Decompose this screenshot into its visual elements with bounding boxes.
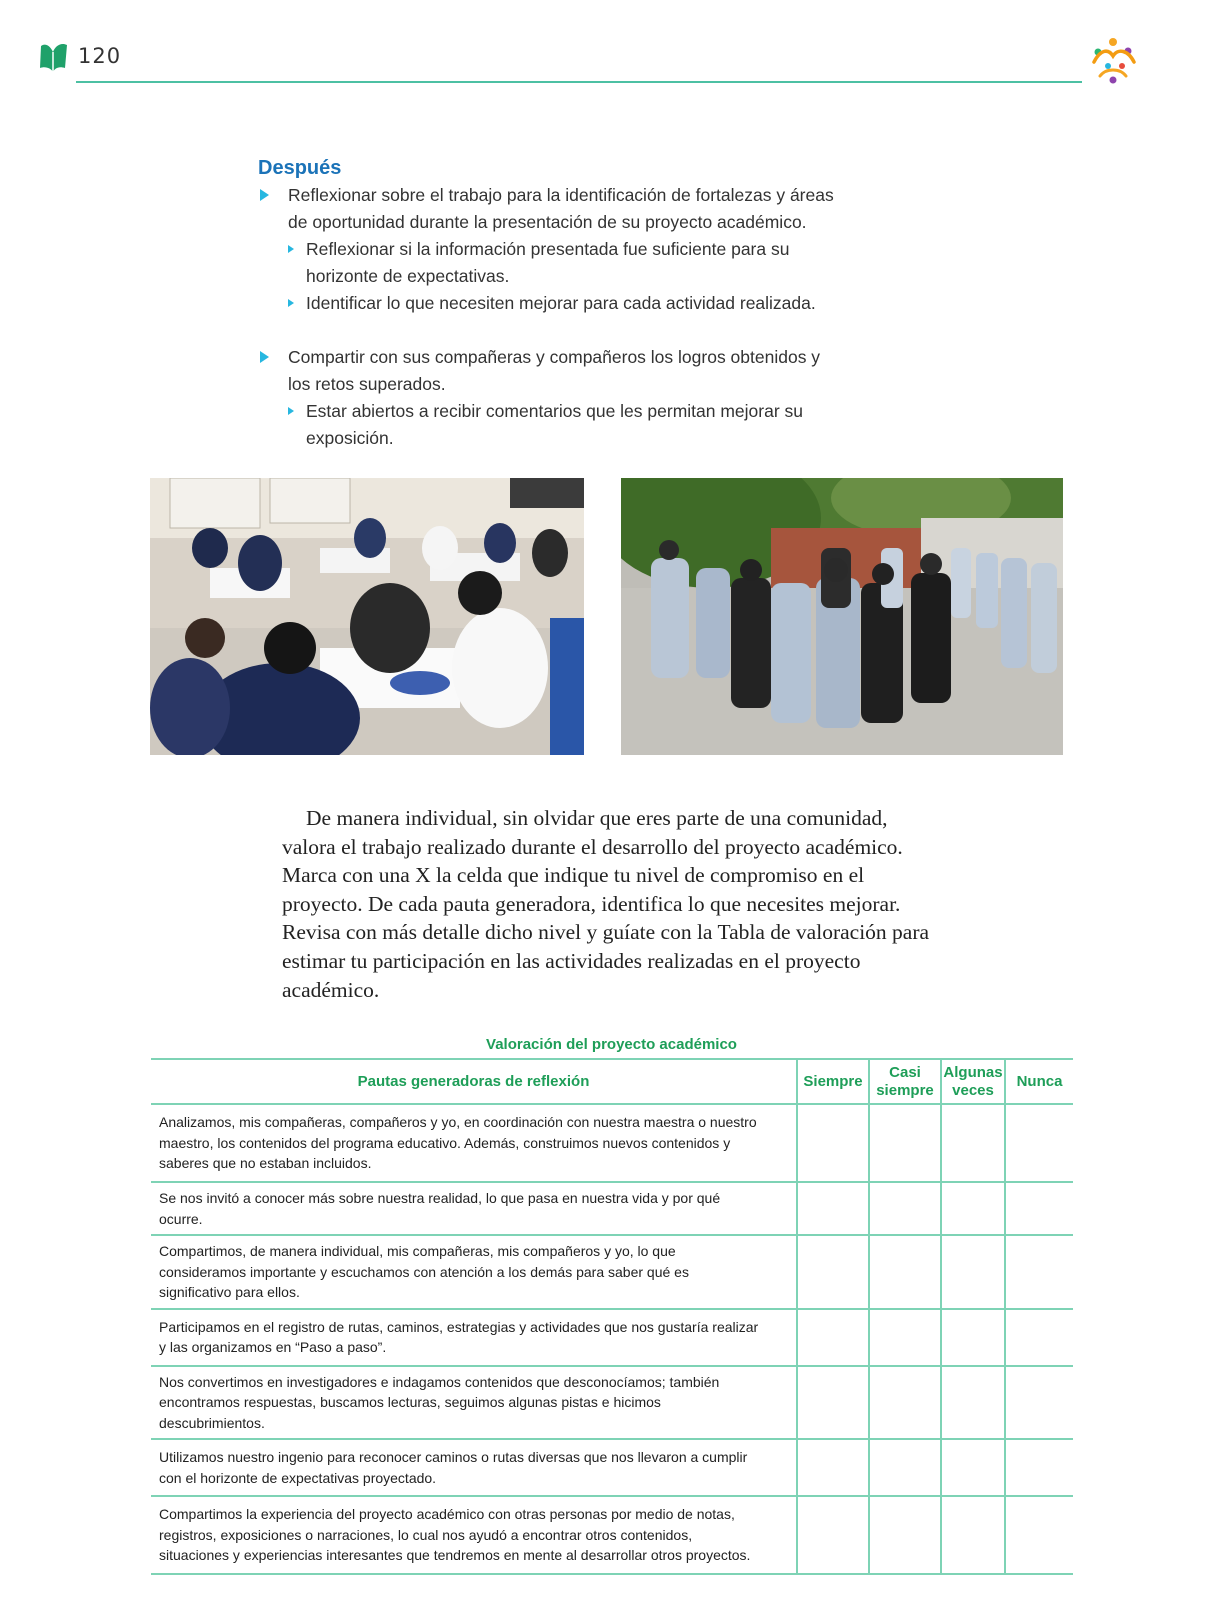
criterion-text: Compartimos, de manera individual, mis compañeras, mis compañeros y yo, lo que consideramos importante y escuchamos con atención a los demás para saber qué es significativo para ellos.: [151, 1235, 797, 1309]
cell-sometimes[interactable]: [941, 1439, 1005, 1496]
cell-almost-always[interactable]: [869, 1235, 941, 1309]
cell-always[interactable]: [797, 1439, 869, 1496]
cell-never[interactable]: [1005, 1439, 1073, 1496]
criterion-text: Participamos en el registro de rutas, caminos, estrategias y actividades que nos gustaría realizar y las organizamos en “Paso a paso”.: [151, 1309, 797, 1366]
criterion-text: Compartimos la experiencia del proyecto académico con otras personas por medio de notas, registros, exposiciones o narraciones, lo cual nos ayudó a encontrar otros contenidos, situaciones y experiencias interesantes que tendremos en mente al desarrollar otros proyectos.: [151, 1496, 797, 1574]
cell-almost-always[interactable]: [869, 1366, 941, 1440]
cell-never[interactable]: [1005, 1182, 1073, 1235]
table-title: Valoración del proyecto académico: [486, 1036, 737, 1053]
bullet-triangle-icon: [260, 189, 269, 201]
sub-bullet-text: Estar abiertos a recibir comentarios que les permitan mejorar su exposición.: [306, 401, 804, 448]
criterion-text: Analizamos, mis compañeras, compañeros y yo, en coordinación con nuestra maestra o nuestro maestro, los contenidos del programa educativo. Además, construimos nuevos contenidos y saberes que no estaban incluidos.: [151, 1104, 797, 1182]
cell-always[interactable]: [797, 1104, 869, 1182]
outdoor-group-photo: [621, 478, 1063, 755]
after-section: [258, 157, 838, 452]
cell-always[interactable]: [797, 1235, 869, 1309]
sub-bullet-triangle-icon: [288, 245, 294, 253]
header-sometimes: Algunas veces: [941, 1059, 1005, 1104]
table-row: [151, 1182, 1073, 1235]
sub-bullet-triangle-icon: [288, 299, 294, 307]
sub-bullet-triangle-icon: [288, 407, 294, 415]
criterion-text: Nos convertimos en investigadores e indagamos contenidos que desconocíamos; también encontramos respuestas, buscamos lecturas, seguimos algunas pistas e hicimos descubrimientos.: [151, 1366, 797, 1440]
criterion-text: Se nos invitó a conocer más sobre nuestra realidad, lo que pasa en nuestra vida y por qué ocurre.: [151, 1182, 797, 1235]
table-row: [151, 1104, 1073, 1182]
book-leaf-icon: [37, 40, 69, 74]
table-row: [151, 1366, 1073, 1440]
table-row: [151, 1439, 1073, 1496]
table-row: [151, 1309, 1073, 1366]
sub-bullet-feedback: [258, 398, 838, 452]
sub-bullet-improve: [258, 290, 838, 317]
table-header-row: [151, 1059, 1073, 1104]
classroom-photo: [150, 478, 584, 755]
cell-always[interactable]: [797, 1496, 869, 1574]
table-row: [151, 1235, 1073, 1309]
criterion-text: Utilizamos nuestro ingenio para reconocer caminos o rutas diversas que nos llevaron a cumplir con el horizonte de expectativas proyectado.: [151, 1439, 797, 1496]
header-almost-always: Casi siempre: [869, 1059, 941, 1104]
cell-sometimes[interactable]: [941, 1182, 1005, 1235]
bullet-share: [258, 344, 838, 398]
cell-almost-always[interactable]: [869, 1104, 941, 1182]
evaluation-table: [151, 1058, 1073, 1575]
cell-almost-always[interactable]: [869, 1496, 941, 1574]
cell-almost-always[interactable]: [869, 1309, 941, 1366]
cell-almost-always[interactable]: [869, 1439, 941, 1496]
header-always: Siempre: [797, 1059, 869, 1104]
bullet-text: Compartir con sus compañeras y compañeros los logros obtenidos y los retos superados.: [288, 347, 821, 394]
sub-bullet-information: [258, 236, 838, 290]
page-number: 120: [78, 44, 122, 68]
header-criteria: Pautas generadoras de reflexión: [151, 1059, 797, 1104]
cell-always[interactable]: [797, 1366, 869, 1440]
cell-always[interactable]: [797, 1182, 869, 1235]
table-row: [151, 1496, 1073, 1574]
after-section-title: Después: [258, 157, 342, 179]
cell-sometimes[interactable]: [941, 1309, 1005, 1366]
cell-never[interactable]: [1005, 1309, 1073, 1366]
header-rule: [76, 81, 1082, 83]
cell-never[interactable]: [1005, 1366, 1073, 1440]
bullet-text: Reflexionar sobre el trabajo para la identificación de fortalezas y áreas de oportunidad durante la presentación de su proyecto académico.: [288, 185, 834, 232]
cell-sometimes[interactable]: [941, 1104, 1005, 1182]
sub-bullet-text: Identificar lo que necesiten mejorar para cada actividad realizada.: [306, 293, 816, 313]
cell-sometimes[interactable]: [941, 1366, 1005, 1440]
header-never: Nunca: [1005, 1059, 1073, 1104]
cell-never[interactable]: [1005, 1235, 1073, 1309]
cell-almost-always[interactable]: [869, 1182, 941, 1235]
cell-sometimes[interactable]: [941, 1496, 1005, 1574]
instructions-paragraph: De manera individual, sin olvidar que eres parte de una comunidad, valora el trabajo realizado durante el desarrollo del proyecto académico. Marca con una X la celda que indique tu nivel de compromiso en el proyecto. De cada pauta generadora, identifica lo que necesites mejorar. Revisa con más detalle dicho nivel y guíate con la Tabla de valoración para estimar tu participación en las actividades realizadas en el proyecto académico.: [282, 806, 930, 1002]
cell-never[interactable]: [1005, 1104, 1073, 1182]
bullet-reflect: [258, 182, 838, 236]
cell-always[interactable]: [797, 1309, 869, 1366]
cell-never[interactable]: [1005, 1496, 1073, 1574]
cell-sometimes[interactable]: [941, 1235, 1005, 1309]
bullet-triangle-icon: [260, 351, 269, 363]
sub-bullet-text: Reflexionar si la información presentada fue suficiente para su horizonte de expectativas.: [306, 239, 790, 286]
community-logo-icon: [1086, 36, 1140, 86]
